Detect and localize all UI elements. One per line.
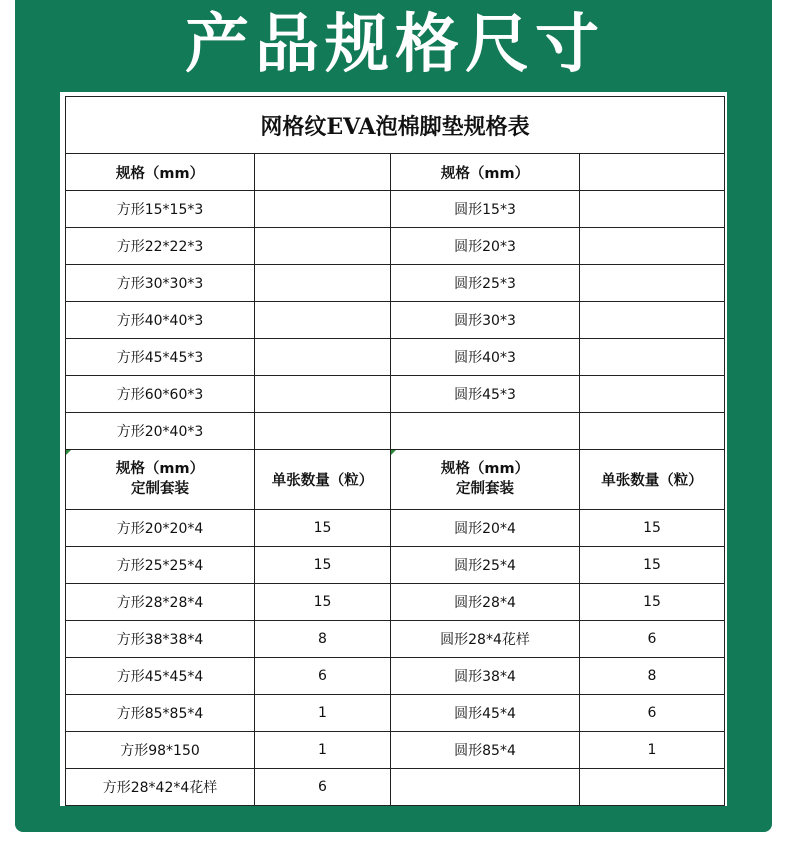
spec-left-cell: 方形45*45*3 (66, 339, 255, 376)
empty-cell (255, 413, 391, 450)
qty-right-cell: 15 (580, 509, 725, 546)
spec-left-cell: 方形60*60*3 (66, 376, 255, 413)
table-row (66, 376, 725, 413)
spec-right-cell: 圆形20*3 (391, 228, 580, 265)
table-row (66, 583, 725, 620)
custom-spec-header-left-line2: 定制套装 (131, 481, 189, 498)
custom-spec-header-right-line1: 规格（mm） (440, 461, 530, 478)
empty-cell (580, 339, 725, 376)
table-row (66, 657, 725, 694)
table-row (66, 768, 725, 805)
table-row (66, 191, 725, 228)
qty-left-cell: 15 (255, 546, 391, 583)
qty-right-cell: 8 (580, 657, 725, 694)
spec-left-cell: 方形15*15*3 (66, 191, 255, 228)
qty-header-right: 单张数量（粒） (580, 450, 725, 509)
qty-right-cell: 1 (580, 731, 725, 768)
custom-spec-left-cell: 方形38*38*4 (66, 620, 255, 657)
qty-right-cell: 15 (580, 583, 725, 620)
empty-cell (255, 339, 391, 376)
custom-spec-header-right (391, 450, 580, 509)
custom-spec-left-cell: 方形28*28*4 (66, 583, 255, 620)
qty-left-cell: 6 (255, 657, 391, 694)
custom-spec-right-cell: 圆形28*4花样 (391, 620, 580, 657)
custom-spec-left-cell: 方形25*25*4 (66, 546, 255, 583)
custom-spec-left-cell: 方形98*150 (66, 731, 255, 768)
custom-spec-left-cell: 方形85*85*4 (66, 694, 255, 731)
empty-cell (580, 302, 725, 339)
qty-left-cell: 15 (255, 583, 391, 620)
qty-left-cell: 6 (255, 768, 391, 805)
custom-header-row (66, 450, 725, 509)
table-row (66, 546, 725, 583)
spec-left-cell: 方形30*30*3 (66, 265, 255, 302)
spec-left-cell: 方形22*22*3 (66, 228, 255, 265)
spec-right-cell: 圆形15*3 (391, 191, 580, 228)
empty-cell (580, 228, 725, 265)
custom-spec-header-right-line2: 定制套装 (456, 481, 514, 498)
spec-sheet (60, 92, 727, 806)
spec-left-cell: 方形20*40*3 (66, 413, 255, 450)
qty-right-cell: 6 (580, 620, 725, 657)
empty-header-cell (255, 154, 391, 191)
custom-spec-header-left-line1: 规格（mm） (115, 461, 205, 478)
spec-header-right: 规格（mm） (391, 154, 580, 191)
spec-right-cell: 圆形40*3 (391, 339, 580, 376)
custom-spec-left-cell: 方形28*42*4花样 (66, 768, 255, 805)
qty-left-cell: 8 (255, 620, 391, 657)
custom-spec-right-cell: 圆形28*4 (391, 583, 580, 620)
custom-spec-left-cell: 方形20*20*4 (66, 509, 255, 546)
page-title: 产品规格尺寸 (185, 8, 605, 82)
table-row (66, 620, 725, 657)
qty-left-cell: 15 (255, 509, 391, 546)
empty-cell (580, 265, 725, 302)
custom-spec-right-cell: 圆形20*4 (391, 509, 580, 546)
table-row (66, 731, 725, 768)
table-row (66, 265, 725, 302)
qty-left-cell: 1 (255, 731, 391, 768)
custom-spec-header-left (66, 450, 255, 509)
spec-header-left: 规格（mm） (66, 154, 255, 191)
qty-right-cell (580, 768, 725, 805)
qty-right-cell: 15 (580, 546, 725, 583)
empty-cell (255, 228, 391, 265)
spec-right-cell: 圆形25*3 (391, 265, 580, 302)
table-row (66, 694, 725, 731)
spec-right-cell: 圆形30*3 (391, 302, 580, 339)
empty-cell (255, 376, 391, 413)
empty-cell (255, 302, 391, 339)
spec-right-cell: 圆形45*3 (391, 376, 580, 413)
empty-cell (580, 413, 725, 450)
custom-spec-right-cell: 圆形25*4 (391, 546, 580, 583)
table-title-row (66, 97, 725, 154)
custom-spec-right-cell: 圆形38*4 (391, 657, 580, 694)
custom-spec-right-cell: 圆形85*4 (391, 731, 580, 768)
empty-cell (580, 376, 725, 413)
qty-left-cell: 1 (255, 694, 391, 731)
empty-cell (580, 191, 725, 228)
custom-spec-right-cell (391, 768, 580, 805)
spec-left-cell: 方形40*40*3 (66, 302, 255, 339)
table-row (66, 228, 725, 265)
custom-spec-right-cell: 圆形45*4 (391, 694, 580, 731)
table-row (66, 302, 725, 339)
qty-header-left: 单张数量（粒） (255, 450, 391, 509)
custom-spec-left-cell: 方形45*45*4 (66, 657, 255, 694)
empty-cell (255, 265, 391, 302)
table-row (66, 509, 725, 546)
standard-header-row (66, 154, 725, 191)
empty-cell (255, 191, 391, 228)
empty-header-cell (580, 154, 725, 191)
table-row (66, 339, 725, 376)
spec-table (65, 96, 725, 806)
spec-right-cell (391, 413, 580, 450)
table-row (66, 413, 725, 450)
table-title: 网格纹EVA泡棉脚垫规格表 (66, 97, 725, 154)
qty-right-cell: 6 (580, 694, 725, 731)
